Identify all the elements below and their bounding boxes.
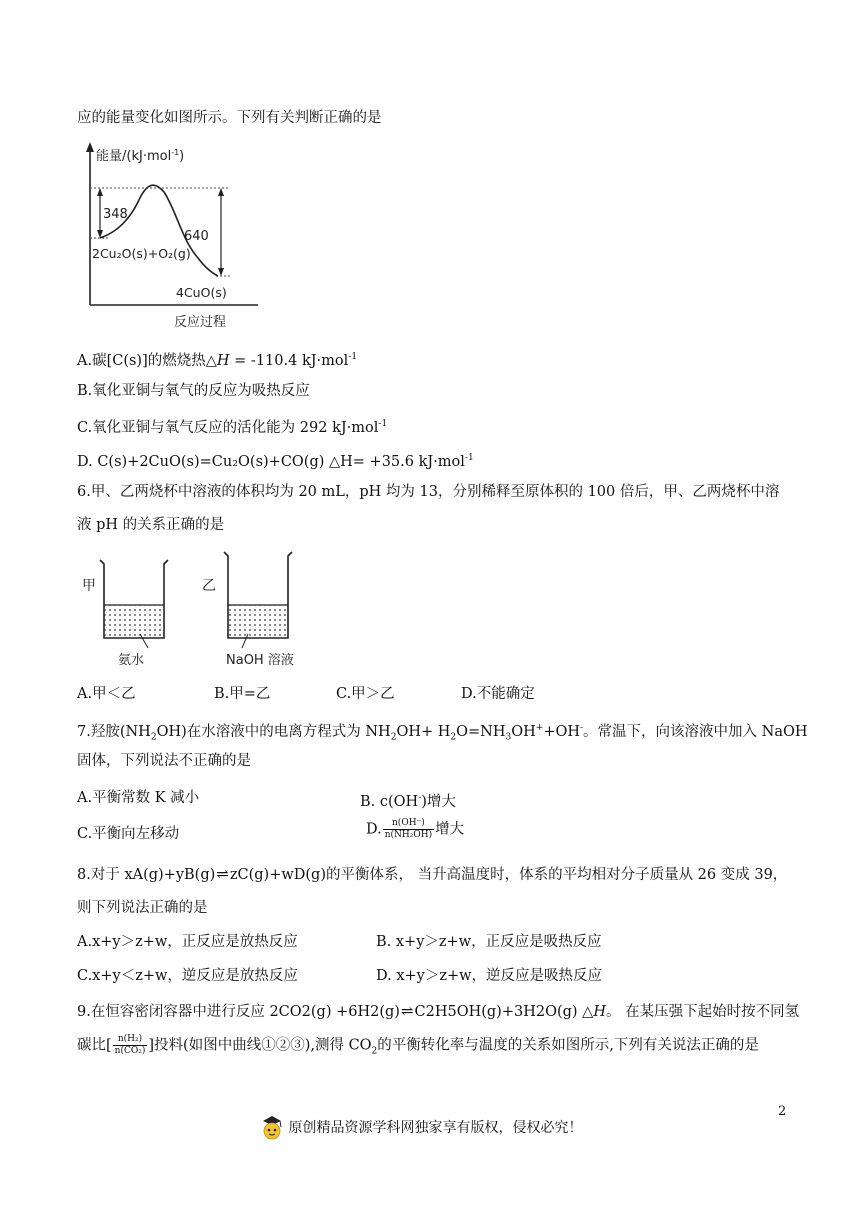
beaker-jia-label: 甲 xyxy=(82,578,96,594)
q9-stem-line2: 碳比[ $\frac{\text{n(H₂)}}{\text{n(CO₂)}}$ ]投料(如图中曲线①②③),测得 $CO_2$的平衡转化率与温度的关系如图所示,下列有关说法正确的是 xyxy=(77,1034,759,1057)
q7-option-b: B. c(OH-)增大 xyxy=(360,793,456,810)
q6-stem-line2: 液 pH 的关系正确的是 xyxy=(77,517,225,533)
q9-ratio-fraction: $\frac{\text{n(H₂)}}{\text{n(CO₂)}}$ xyxy=(114,1034,146,1056)
q8-stem-line1: 8.对于 xA(g)+yB(g)⇌zC(g)+wD(g)的平衡体系， 当升高温度时，体系的平均相对分子质量从 26 变成 39， xyxy=(77,865,788,883)
beaker-yi-solution: NaOH 溶液 xyxy=(226,653,294,668)
q8-option-c: C.x+y＜z+w，逆反应是放热反应 xyxy=(77,968,298,984)
product-label: 4CuO(s) xyxy=(176,285,227,300)
q8-option-a: A.x+y＞z+w，正反应是放热反应 xyxy=(77,934,298,950)
footer-copyright-text: 原创精品资源学科网独家享有版权，侵权必究！ xyxy=(288,1120,583,1136)
q8-option-d: D. x+y＞z+w，逆反应是吸热反应 xyxy=(376,968,603,984)
q5-option-c: C.氧化亚铜与氧气反应的活化能为 292 kJ·mol$^{-1}$ xyxy=(77,419,388,436)
mascot-icon xyxy=(260,1115,284,1141)
q7-option-d: D. $\frac{n(OH^-)}{\text{n(NH₂OH)}}$ 增大 xyxy=(366,818,465,840)
q6-option-b: B.甲=乙 xyxy=(214,686,271,702)
equilibrium-arrow-icon: ⇌ xyxy=(216,865,229,883)
energy-ylabel: 能量/(kJ·mol$^{-1}$) xyxy=(96,148,185,164)
q8-stem-line2: 则下列说法正确的是 xyxy=(77,900,208,916)
energy-diagram xyxy=(78,140,268,335)
energy-xlabel: 反应过程 xyxy=(174,315,227,330)
intro-text: 应的能量变化如图所示。下列有关判断正确的是 xyxy=(77,110,382,126)
q5-option-b: B.氧化亚铜与氧气的反应为吸热反应 xyxy=(77,383,310,399)
q7-optD-fraction: $\frac{n(OH^-)}{\text{n(NH₂OH)}}$ xyxy=(384,818,433,840)
beaker-jia-solution: 氨水 xyxy=(118,653,145,668)
equilibrium-arrow-icon: ⇌ xyxy=(400,1002,414,1020)
reactant-label: 2Cu₂O(s)+O₂(g) xyxy=(92,246,191,261)
energy-348-label: 348 xyxy=(103,207,128,222)
energy-640-label: 640 xyxy=(184,229,209,244)
footer xyxy=(260,1115,582,1141)
q7-stem-line2: 固体，下列说法不正确的是 xyxy=(77,753,251,769)
q8-option-b: B. x+y＞z+w，正反应是吸热反应 xyxy=(376,934,602,950)
q6-stem-line1: 6.甲、乙两烧杯中溶液的体积均为 20 mL，pH 均为 13，分别稀释至原体积的 100 倍后，甲、乙两烧杯中溶 xyxy=(77,484,780,500)
beakers-diagram xyxy=(78,548,318,672)
q9-stem-line1: 9.在恒容密闭容器中进行反应 2CO2(g) +6H2(g)⇌C2H5OH(g)+3H2O(g) △H。 在某压强下起始时按不同氢 xyxy=(77,1002,800,1020)
page-number: 2 xyxy=(778,1104,787,1119)
q5-option-d: D. C(s)+2CuO(s)=Cu₂O(s)+CO(g) △H= +35.6 kJ·mol$^{-1}$ xyxy=(77,453,474,470)
q6-option-a: A.甲＜乙 xyxy=(77,686,136,702)
q6-option-d: D.不能确定 xyxy=(461,686,535,702)
q7-option-a: A.平衡常数 K 减小 xyxy=(77,790,200,806)
beaker-yi-label: 乙 xyxy=(202,578,216,594)
q5-option-a: A.碳[C(s)]的燃烧热△H = -110.4 kJ·mol$^{-1}$ xyxy=(77,352,358,369)
q7-option-c: C.平衡向左移动 xyxy=(77,826,180,842)
q7-stem-line1: 7.羟胺$(NH_2OH)$在水溶液中的电离方程式为 $NH_2OH+ H_2O=NH_3OH^++OH^-$。常温下，向该溶液中加入 NaOH xyxy=(77,723,808,743)
q6-option-c: C.甲＞乙 xyxy=(336,686,395,702)
